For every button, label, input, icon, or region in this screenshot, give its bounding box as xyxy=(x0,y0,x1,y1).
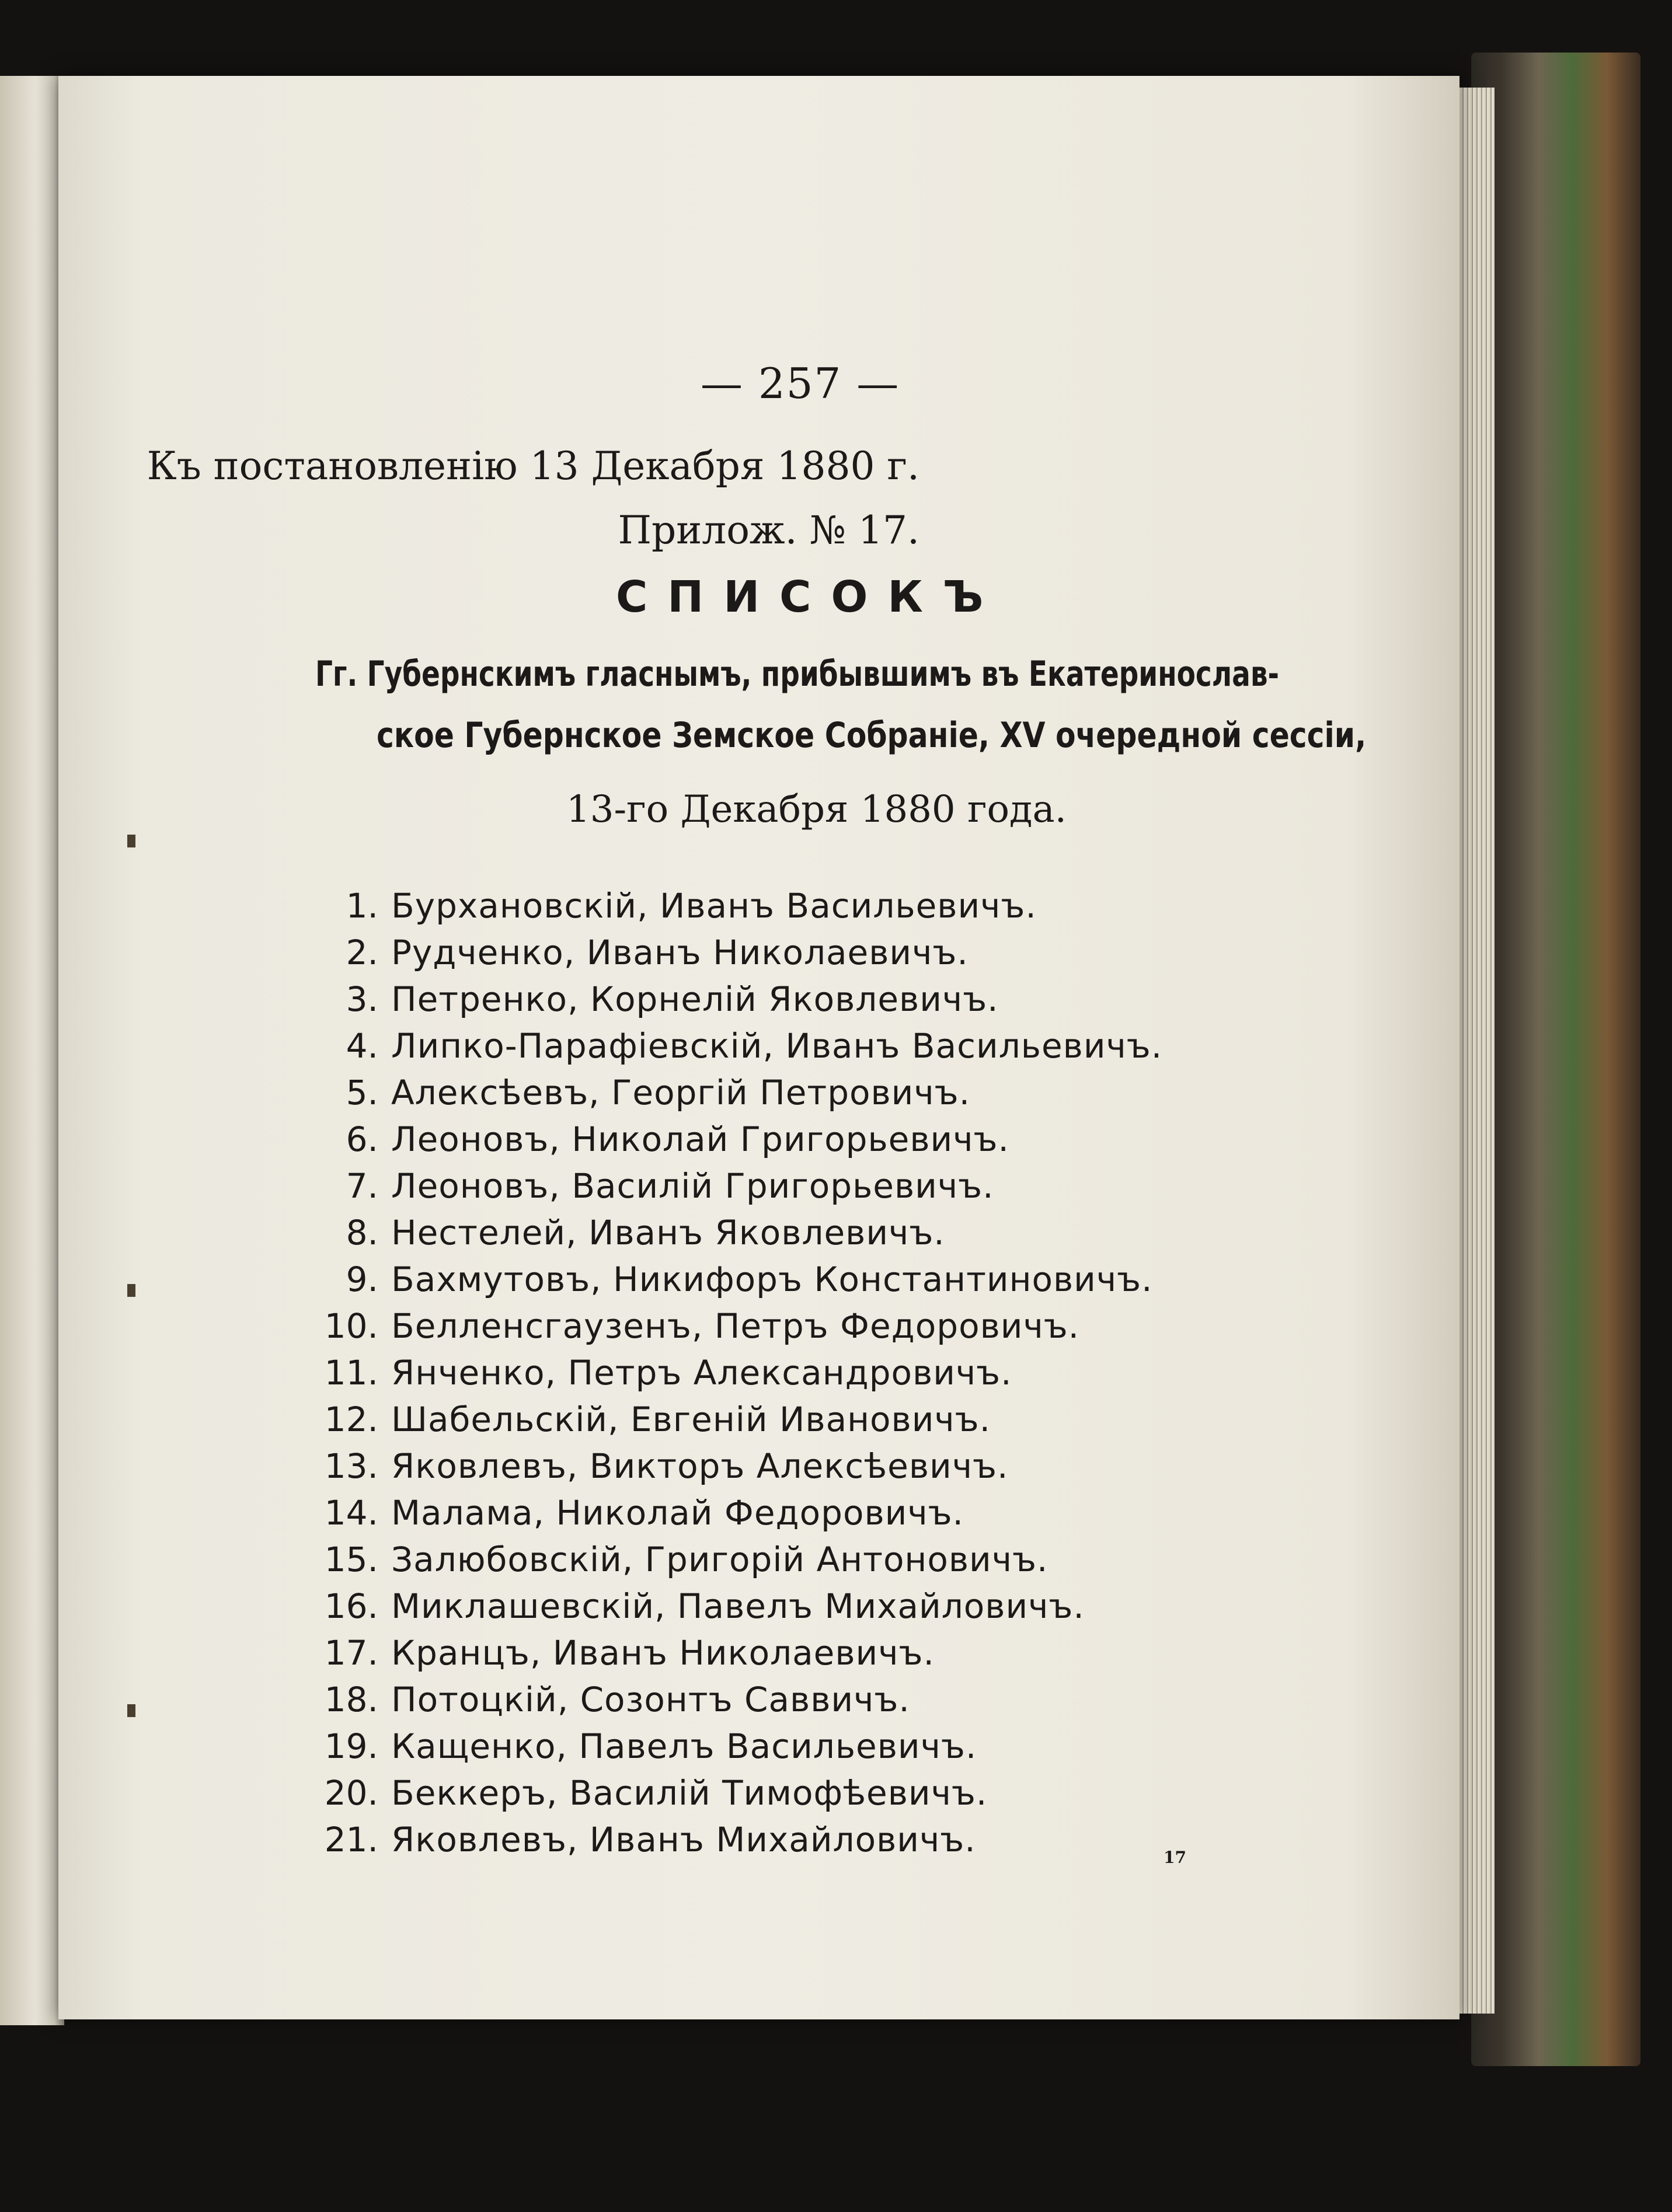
member-number: 14. xyxy=(324,1493,378,1533)
list-item xyxy=(315,1259,1162,1306)
margin-mark xyxy=(127,1284,135,1297)
member-name: Потоцкій, Созонтъ Саввичъ. xyxy=(391,1680,910,1719)
member-name: Кранцъ, Иванъ Николаевичъ. xyxy=(391,1633,935,1673)
member-name: Бурхановскій, Иванъ Васильевичъ. xyxy=(391,886,1037,926)
member-list xyxy=(315,886,1162,1866)
signature-mark: 17 xyxy=(1164,1848,1186,1867)
list-item xyxy=(315,1026,1162,1073)
list-item xyxy=(315,1773,1162,1820)
member-number: 20. xyxy=(324,1773,378,1813)
member-number: 8. xyxy=(346,1213,378,1252)
member-number: 7. xyxy=(346,1166,378,1206)
margin-mark xyxy=(127,835,135,847)
list-item xyxy=(315,1353,1162,1400)
member-name: Белленсгаузенъ, Петръ Федоровичъ. xyxy=(391,1306,1080,1346)
list-item xyxy=(315,1446,1162,1493)
list-title: СПИСОКЪ xyxy=(616,572,1004,622)
book-cover-edge xyxy=(1471,53,1640,2066)
list-item xyxy=(315,1680,1162,1726)
list-item xyxy=(315,1306,1162,1353)
date-line: 13-го Декабря 1880 года. xyxy=(566,788,1067,831)
member-name: Миклашевскій, Павелъ Михайловичъ. xyxy=(391,1586,1085,1626)
list-item xyxy=(315,1726,1162,1773)
member-number: 6. xyxy=(346,1119,378,1159)
list-item xyxy=(315,1493,1162,1540)
list-item xyxy=(315,1540,1162,1586)
member-number: 12. xyxy=(324,1400,378,1439)
subtitle-line-1: Гг. Губернскимъ гласнымъ, прибывшимъ въ Екатеринослав- xyxy=(315,654,1280,695)
list-item xyxy=(315,933,1162,979)
member-name: Рудченко, Иванъ Николаевичъ. xyxy=(391,933,969,972)
list-item xyxy=(315,1166,1162,1213)
list-item xyxy=(315,1633,1162,1680)
member-name: Петренко, Корнелій Яковлевичъ. xyxy=(391,979,999,1019)
member-name: Кащенко, Павелъ Васильевичъ. xyxy=(391,1726,977,1766)
list-item xyxy=(315,1213,1162,1259)
list-item xyxy=(315,1820,1162,1866)
member-name: Леоновъ, Василій Григорьевичъ. xyxy=(391,1166,994,1206)
list-item xyxy=(315,1119,1162,1166)
member-name: Шабельскій, Евгеній Ивановичъ. xyxy=(391,1400,991,1439)
member-name: Алексѣевъ, Георгій Петровичъ. xyxy=(391,1073,971,1112)
member-number: 2. xyxy=(346,933,378,972)
member-number: 16. xyxy=(324,1586,378,1626)
resolution-reference: Къ постановленію 13 Декабря 1880 г. xyxy=(147,444,919,489)
member-number: 4. xyxy=(346,1026,378,1066)
member-name: Леоновъ, Николай Григорьевичъ. xyxy=(391,1119,1009,1159)
member-number: 10. xyxy=(324,1306,378,1346)
member-number: 13. xyxy=(324,1446,378,1486)
book-page xyxy=(58,76,1459,2019)
member-name: Бахмутовъ, Никифоръ Константиновичъ. xyxy=(391,1259,1153,1299)
margin-mark xyxy=(127,1704,135,1717)
member-name: Беккеръ, Василій Тимофѣевичъ. xyxy=(391,1773,988,1813)
member-number: 3. xyxy=(346,979,378,1019)
member-name: Малама, Николай Федоровичъ. xyxy=(391,1493,964,1533)
member-name: Янченко, Петръ Александровичъ. xyxy=(391,1353,1012,1393)
member-number: 19. xyxy=(324,1726,378,1766)
list-item xyxy=(315,1586,1162,1633)
annex-number: Прилож. № 17. xyxy=(618,508,919,553)
list-item xyxy=(315,1400,1162,1446)
member-number: 9. xyxy=(346,1259,378,1299)
member-number: 18. xyxy=(324,1680,378,1719)
list-item xyxy=(315,886,1162,933)
page-number: — 257 — xyxy=(701,359,900,408)
left-page-edge xyxy=(0,76,64,2025)
list-item xyxy=(315,979,1162,1026)
subtitle-line-2: ское Губернское Земское Собраніе, XV очередной сессіи, xyxy=(377,715,1367,756)
list-item xyxy=(315,1073,1162,1119)
member-name: Яковлевъ, Иванъ Михайловичъ. xyxy=(391,1820,976,1859)
member-number: 15. xyxy=(324,1540,378,1579)
member-name: Нестелей, Иванъ Яковлевичъ. xyxy=(391,1213,945,1252)
member-number: 21. xyxy=(324,1820,378,1859)
member-number: 1. xyxy=(346,886,378,926)
member-number: 5. xyxy=(346,1073,378,1112)
member-number: 17. xyxy=(324,1633,378,1673)
member-number: 11. xyxy=(324,1353,378,1393)
member-name: Липко-Парафіевскій, Иванъ Васильевичъ. xyxy=(391,1026,1163,1066)
member-name: Яковлевъ, Викторъ Алексѣевичъ. xyxy=(391,1446,1009,1486)
member-name: Залюбовскій, Григорій Антоновичъ. xyxy=(391,1540,1049,1579)
